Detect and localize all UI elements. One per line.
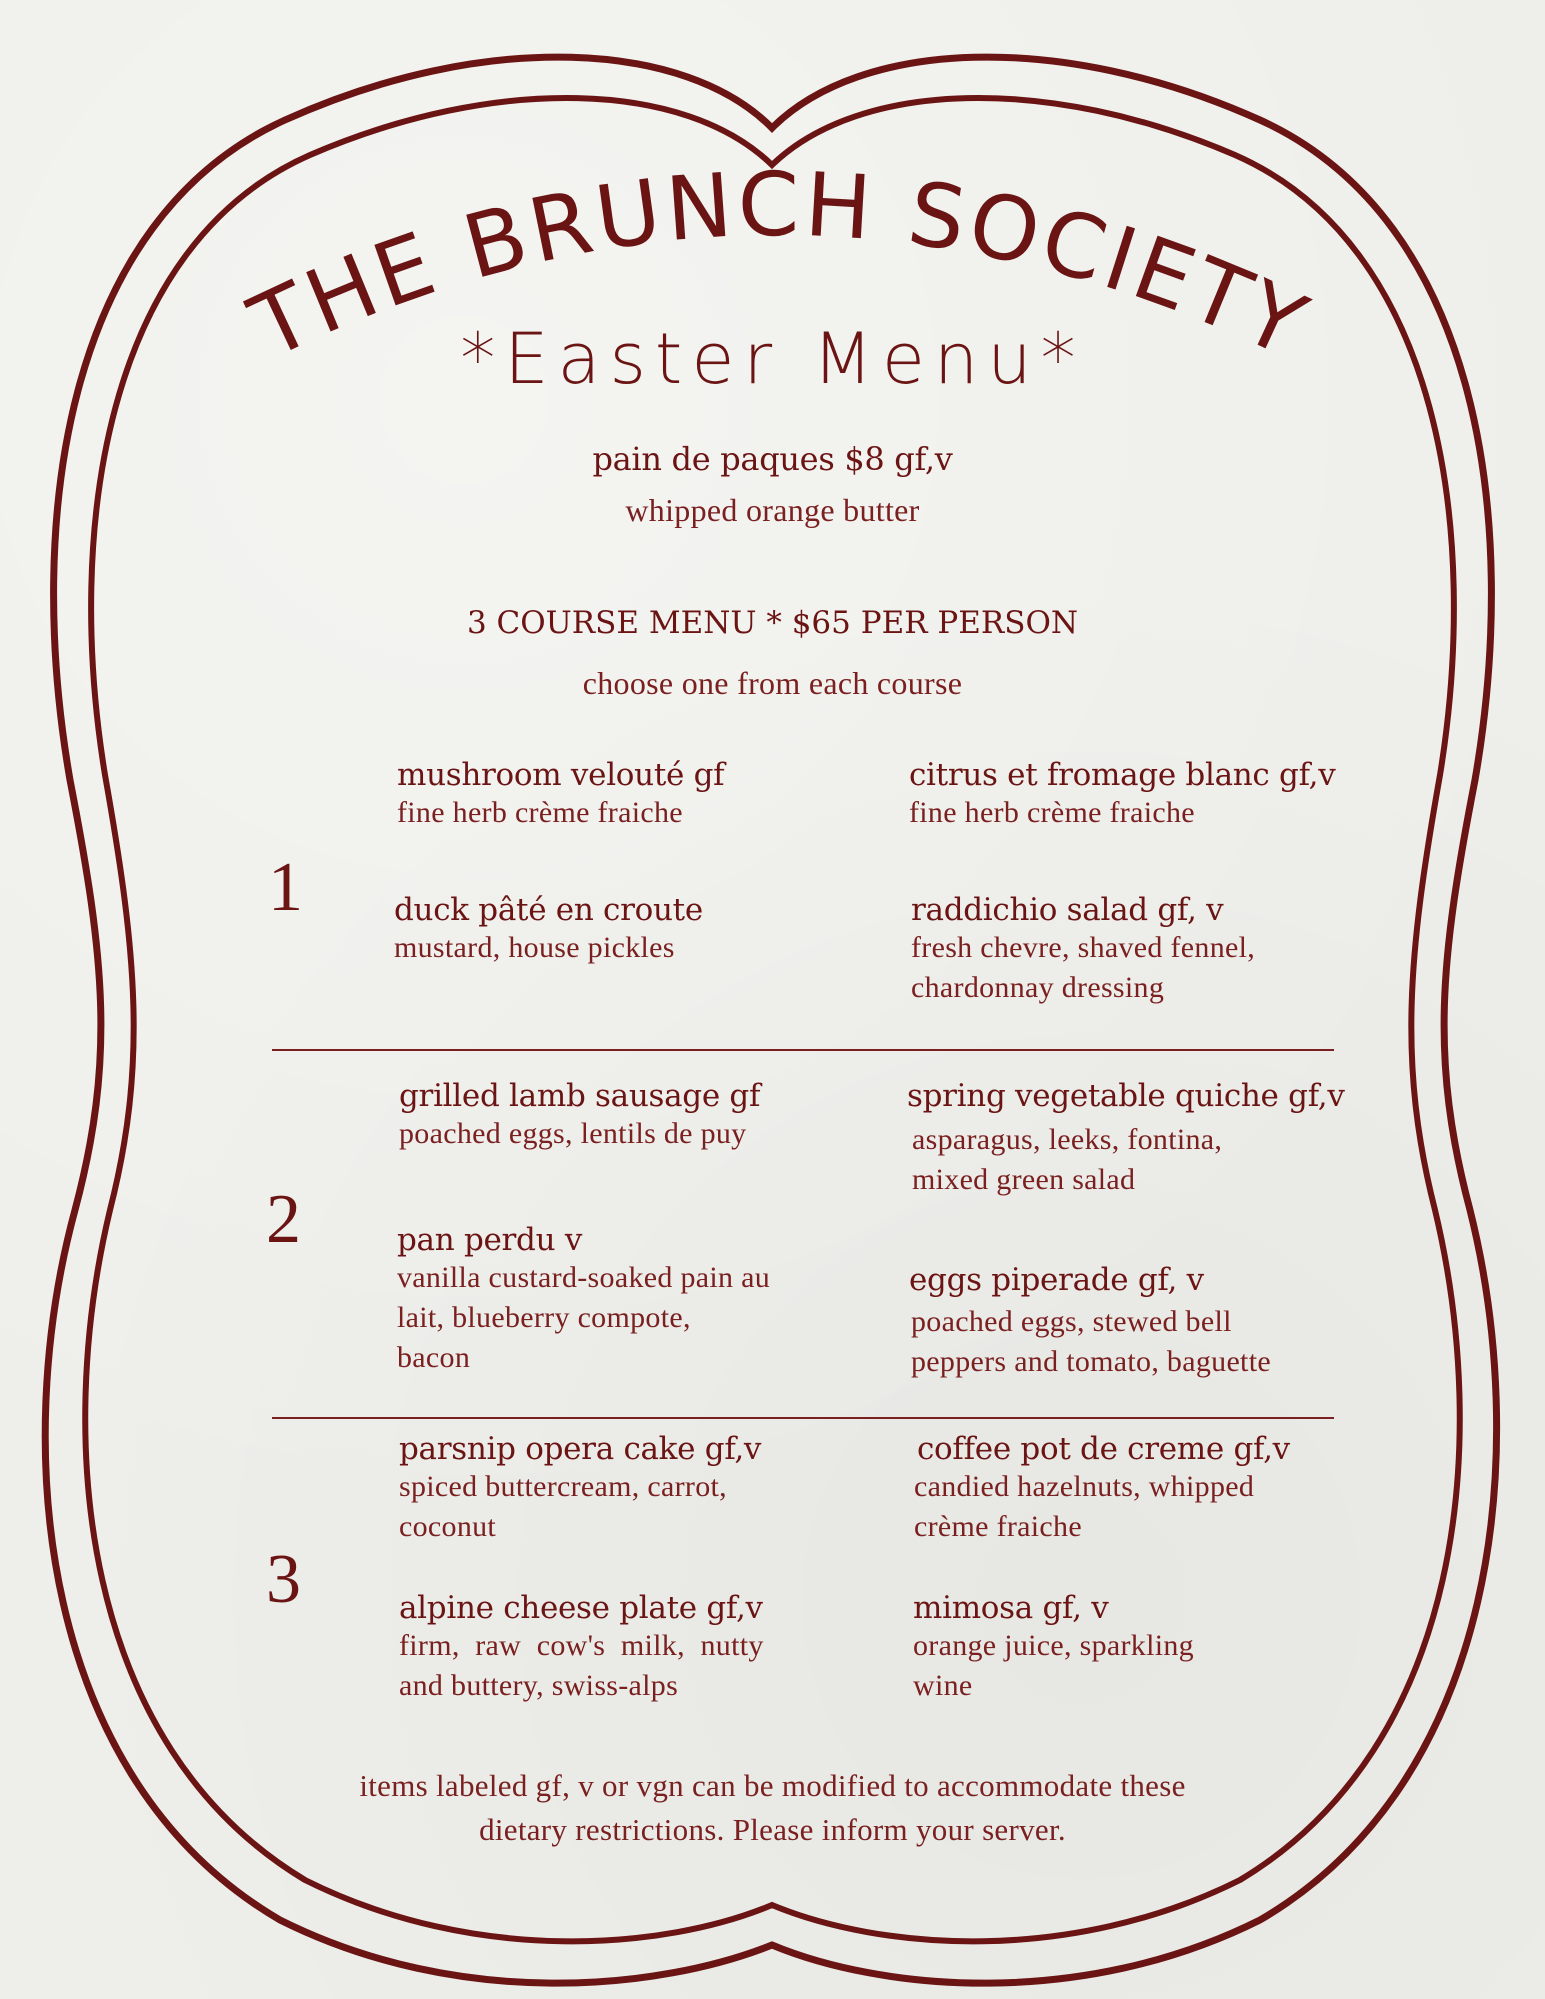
menu-item: [909, 1262, 1271, 1382]
dish-description: firm, raw cow's milk, nutty: [399, 1629, 764, 1662]
dish-description: fine herb crème fraiche: [397, 796, 683, 829]
footer-note: [0, 1764, 1545, 1852]
course-divider: [272, 1417, 1334, 1419]
course-number-1: 1: [268, 849, 303, 926]
dish-name: pan perdu v: [397, 1222, 583, 1258]
menu-item: [399, 1078, 760, 1154]
dish-name: citrus et fromage blanc gf,v: [909, 757, 1336, 793]
dish-description: fine herb crème fraiche: [909, 796, 1195, 829]
dish-name: eggs piperade gf, v: [909, 1262, 1204, 1298]
course-number-2: 2: [266, 1181, 301, 1258]
dish-description: coconut: [399, 1510, 497, 1543]
dish-description: wine: [913, 1669, 973, 1702]
dish-description: spiced buttercream, carrot,: [399, 1470, 727, 1503]
menu-item: [394, 892, 703, 968]
dish-description: mustard, house pickles: [394, 931, 675, 964]
footer-line-2: dietary restrictions. Please inform your server.: [479, 1812, 1066, 1847]
course-menu-subheading: choose one from each course: [582, 665, 963, 701]
menu-item: [397, 1222, 770, 1378]
menu-item: [914, 1431, 1290, 1547]
dish-name: parsnip opera cake gf,v: [399, 1431, 762, 1467]
menu-item: [913, 1590, 1194, 1706]
dish-name: duck pâté en croute: [394, 892, 703, 928]
menu-item: [399, 1431, 761, 1547]
dish-description: poached eggs, stewed bell: [911, 1305, 1232, 1338]
restaurant-name: THE BRUNCH SOCIETY: [235, 152, 1324, 379]
dish-description: vanilla custard-soaked pain au: [397, 1261, 771, 1294]
dish-description: and buttery, swiss-alps: [399, 1669, 679, 1702]
dish-description: poached eggs, lentils de puy: [399, 1117, 747, 1150]
dish-name: raddichio salad gf, v: [911, 892, 1224, 928]
dish-name: mushroom velouté gf: [397, 757, 725, 793]
footer-line-1: items labeled gf, v or vgn can be modified to accommodate these: [359, 1768, 1186, 1803]
menu-item: [397, 757, 724, 833]
dish-description: asparagus, leeks, fontina,: [912, 1123, 1223, 1156]
dish-description: candied hazelnuts, whipped: [914, 1470, 1255, 1503]
dish-description: bacon: [397, 1341, 471, 1374]
dish-name: mimosa gf, v: [913, 1590, 1109, 1626]
course-divider: [272, 1049, 1334, 1051]
dish-description: crème fraiche: [914, 1510, 1082, 1543]
menu-item: [911, 892, 1255, 1008]
dish-description: fresh chevre, shaved fennel,: [911, 931, 1256, 964]
dish-name: spring vegetable quiche gf,v: [907, 1078, 1345, 1114]
starter-description: whipped orange butter: [625, 492, 920, 528]
menu-item: [909, 757, 1335, 833]
dish-description: orange juice, sparkling: [913, 1629, 1194, 1662]
course-number-3: 3: [266, 1541, 301, 1618]
menu-title-row: [0, 318, 1545, 400]
dish-description: mixed green salad: [912, 1163, 1136, 1196]
starter-name: pain de paques $8 gf,v: [592, 440, 953, 478]
course-menu-header: [0, 605, 1545, 703]
dish-description: lait, blueberry compote,: [397, 1301, 691, 1334]
dish-description: chardonnay dressing: [911, 971, 1165, 1004]
dish-name: alpine cheese plate gf,v: [399, 1590, 763, 1626]
starter-section: [0, 440, 1545, 530]
menu-item: [399, 1590, 764, 1706]
course-menu-heading: 3 COURSE MENU * $65 PER PERSON: [466, 605, 1079, 641]
dish-name: coffee pot de creme gf,v: [917, 1431, 1290, 1467]
menu-title: *Easter Menu*: [460, 318, 1085, 400]
menu-item: [907, 1078, 1345, 1200]
dish-name: grilled lamb sausage gf: [399, 1078, 761, 1114]
dish-description: peppers and tomato, baguette: [911, 1345, 1271, 1378]
